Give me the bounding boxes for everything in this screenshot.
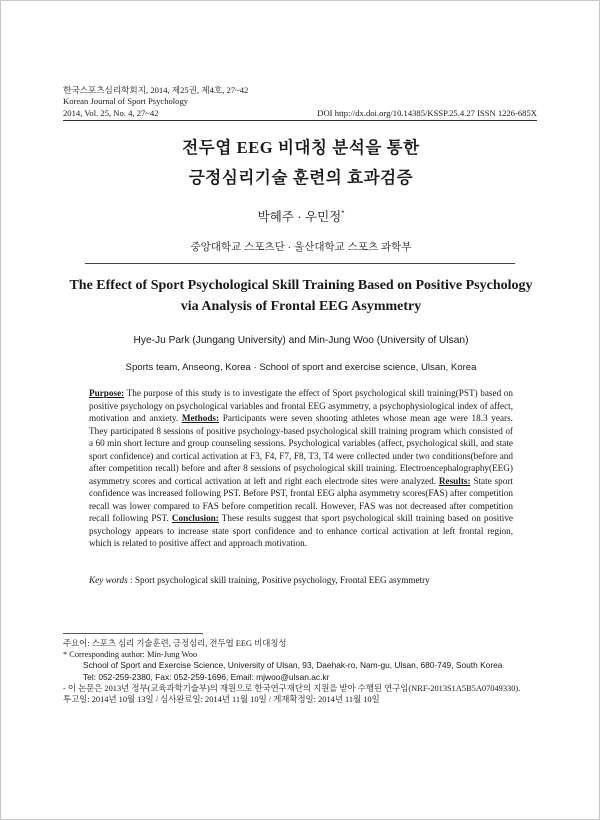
- korean-author-names: 박혜주 · 우민정: [257, 210, 342, 224]
- footnote-contact[interactable]: Tel: 052-259-2380, Fax: 052-259-1696, Email: mjwoo@ulsan.ac.kr: [83, 671, 330, 682]
- abstract-purpose-text: The purpose of this study is to investigate the effect of Sport psychological skill training(PST) based on positive psychology on psychological variables and frontal EEG asymmetry, a psychophysiological index of affect, motivation and anxiety.: [89, 388, 513, 423]
- abstract-purpose-label: Purpose:: [89, 388, 125, 398]
- keywords-label: Key words: [89, 575, 128, 585]
- abstract-methods-label: Methods:: [181, 413, 220, 423]
- footnotes: [63, 638, 543, 705]
- doi-issn[interactable]: DOI http://dx.doi.org/10.14385/KSSP.25.4.27 ISSN 1226-685X: [317, 108, 537, 118]
- footnote-corresponding-author: * Corresponding author: Min-Jung Woo: [63, 650, 198, 660]
- english-title-line2: via Analysis of Frontal EEG Asymmetry: [180, 299, 422, 314]
- footnote-funding: - 이 논문은 2013년 정부(교육과학기술부)의 재원으로 한국연구재단의 지원을 받아 수행된 연구임(NRF-2013S1A5B5A07049330).: [63, 683, 521, 693]
- title-divider: [85, 263, 515, 264]
- korean-affiliation: 중앙대학교 스포츠단 · 울산대학교 스포츠 과학부: [190, 241, 412, 253]
- english-title-line1: The Effect of Sport Psychological Skill Training Based on Positive Psychology: [69, 278, 533, 293]
- header-divider: [63, 120, 537, 121]
- korean-title-line2: 긍정심리기술 훈련의 효과검증: [188, 168, 414, 187]
- abstract-methods-text: Participants were seven shooting athletes whose mean age were 18.3 years. They participated 8 sessions of positive psychology-based psychological skill training program which consisted of a 60 min short lecture and group counseling sessions. Psychological variables (affect, psychological skill, and state sport confidence) and cortical activation at F3, F4, F7, F8, T3, T4 were collected under two conditions(before and after competition recall) before and after 8 sessions of psychological skill training. Electroencephalography(EEG) asymmetry scores and cortical activation at left and right each electrode sites were analyzed.: [89, 413, 513, 486]
- footnote-address: School of Sport and Exercise Science, University of Ulsan, 93, Daehak-ro, Nam-gu, Ulsan, 680-749, South Korea: [83, 660, 503, 671]
- abstract-results-text: State sport confidence was increased following PST. Before PST, frontal EEG alpha asymmetry scores(FAS) after competition recall was lower compared to FAS before competition recall. However, FAS was not decreased after competition recall following PST.: [89, 475, 513, 523]
- abstract-conclusion-text: These results suggest that sport psychological skill training based on positive psychology appears to increase state sport confidence and to enhance cortical activation at left frontal region, which is related to positive affect and approach motivation.: [89, 513, 513, 548]
- journal-header: [63, 85, 248, 119]
- corresponding-mark: *: [341, 208, 345, 218]
- journal-header-volume: 2014, Vol. 25, No. 4, 27~42: [63, 107, 159, 118]
- english-affiliation: Sports team, Anseong, Korea · School of sport and exercise science, Ulsan, Korea: [125, 362, 477, 373]
- korean-title-line1: 전두엽 EEG 비대칭 분석을 통한: [182, 138, 420, 157]
- abstract-results-label: Results:: [438, 475, 471, 486]
- footnote-dates: 투고일: 2014년 10월 13일 / 심사완료일: 2014년 11월 10일 / 게재확정일: 2014년 11월 10일: [63, 695, 380, 705]
- footnote-korean-keywords: 주요어: 스포츠 심리 기술훈련, 긍정심리, 전두엽 EEG 비대칭성: [63, 639, 287, 648]
- keywords: [89, 575, 513, 585]
- keywords-text: : Sport psychological skill training, Positive psychology, Frontal EEG asymmetry: [127, 575, 430, 585]
- footnote-divider: [63, 633, 203, 634]
- abstract: [89, 387, 513, 550]
- abstract-conclusion-label: Conclusion:: [171, 513, 219, 523]
- journal-header-english: Korean Journal of Sport Psychology: [63, 96, 189, 107]
- journal-header-korean: 한국스포츠심리학회지, 2014, 제25권, 제4호, 27~42: [63, 85, 249, 95]
- english-authors: Hye-Ju Park (Jungang University) and Min-Jung Woo (University of Ulsan): [133, 335, 469, 346]
- korean-authors: [1, 207, 600, 225]
